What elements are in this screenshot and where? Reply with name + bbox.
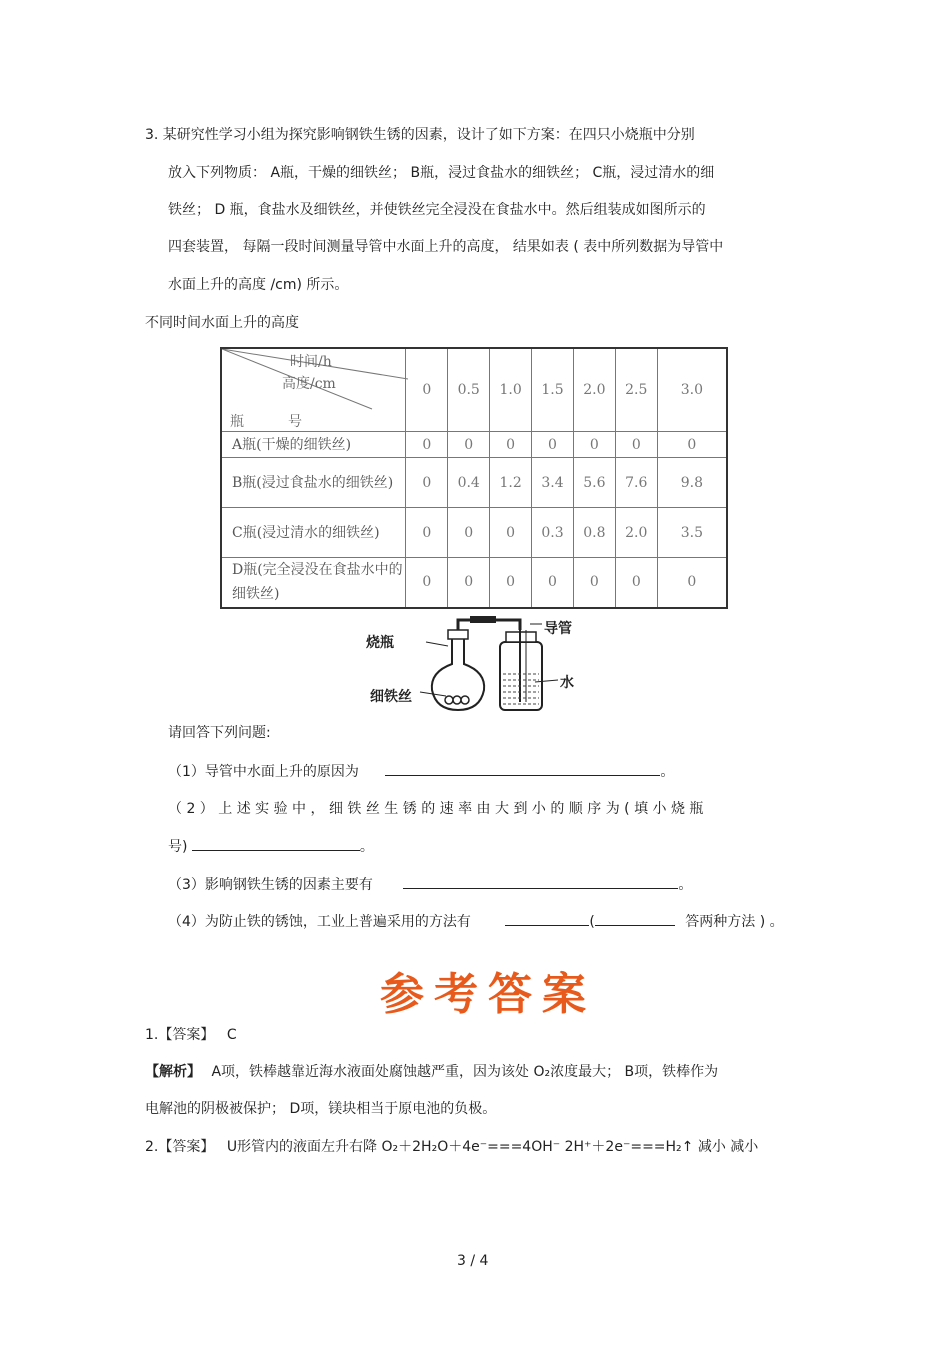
table-corner-header [221,348,406,432]
sub-question-3: （3）影响钢铁生锈的因素主要有 。 [168,874,692,895]
time-header: 2.0 [573,348,615,432]
tube-joint [470,616,496,623]
results-table [220,347,728,609]
analysis-line-1: 【解析】 A项，铁棒越靠近海水液面处腐蚀越严重，因为该处 O₂浓度最大； B项，铁棒作为 [145,1064,719,1080]
header-time: 时间/h [290,354,332,370]
answer-2: 2.【答案】 U形管内的液面左升右降 O₂＋2H₂O＋4e⁻===4OH⁻ 2H⁺＋2e⁻===H₂↑ 减小 减小 [145,1139,759,1155]
sub-question-2-line-2: 号) 。 [168,836,374,857]
tube-label: 导管 [544,621,572,637]
table-cell: 0 [573,432,615,458]
table-cell: 0 [573,558,615,608]
table-cell: 0 [448,508,490,558]
time-header: 0 [406,348,448,432]
table-row [221,558,727,608]
table-cell: 0 [657,558,727,608]
flask-stopper [448,630,468,639]
table-cell: 2.0 [615,508,657,558]
table-row [221,432,727,458]
table-row [221,508,727,558]
table-cell: 0 [615,432,657,458]
table-cell: 0 [532,432,574,458]
question-line-3: 铁丝； D 瓶，食盐水及细铁丝，并使铁丝完全浸没在食盐水中。然后组装成如图所示的 [168,202,706,218]
table-caption: 不同时间水面上升的高度 [145,315,299,331]
sub-question-2-line-1: （ 2 ） 上 述 实 验 中 ， 细 铁 丝 生 锈 的 速 率 由 大 到 小 的 顺 序 为 ( 填 小 烧 瓶 [168,801,704,817]
row-label: C瓶(浸过清水的细铁丝) [221,508,406,558]
time-header: 1.0 [490,348,532,432]
time-header: 0.5 [448,348,490,432]
table-cell: 0 [657,432,727,458]
question-line-5: 水面上升的高度 /cm) 所示。 [168,277,349,293]
table-row [221,458,727,508]
answer-1: 1.【答案】 C [145,1027,237,1043]
table-cell: 9.8 [657,458,727,508]
flask-label: 烧瓶 [366,635,394,651]
table-cell: 0 [490,432,532,458]
wire-label: 细铁丝 [370,689,412,705]
row-label: B瓶(浸过食盐水的细铁丝) [221,458,406,508]
table-cell: 0.8 [573,508,615,558]
table-cell: 0 [490,508,532,558]
answer-blank-1[interactable] [385,761,660,776]
question-line-4: 四套装置， 每隔一段时间测量导管中水面上升的高度， 结果如表 ( 表中所列数据为导管中 [168,239,724,255]
table-cell: 0 [406,558,448,608]
analysis-line-2: 电解池的阴极被保护； D项，镁块相当于原电池的负极。 [145,1101,497,1117]
table-cell: 0 [490,558,532,608]
table-cell: 0 [448,432,490,458]
answer-blank-4a[interactable] [505,911,589,926]
time-header: 2.5 [615,348,657,432]
question-line-2: 放入下列物质： A瓶，干燥的细铁丝； B瓶，浸过食盐水的细铁丝； C瓶，浸过清水的细 [168,165,715,181]
table-cell: 0 [615,558,657,608]
header-bottle-1: 瓶 [230,414,244,430]
sub-question-1: （1）导管中水面上升的原因为 。 [168,761,674,782]
answer-blank-4b[interactable] [595,911,675,926]
answers-title: 参考答案 [380,969,596,1020]
answer-blank-2[interactable] [192,836,360,851]
table-cell: 0 [406,508,448,558]
table-cell: 0 [532,558,574,608]
table-cell: 0 [448,558,490,608]
water-label: 水 [560,675,574,691]
table-cell: 0.4 [448,458,490,508]
table-cell: 0 [406,432,448,458]
time-header: 1.5 [532,348,574,432]
table-cell: 0 [406,458,448,508]
table-cell: 3.4 [532,458,574,508]
table-cell: 1.2 [490,458,532,508]
page-number: 3 / 4 [457,1253,489,1269]
header-bottle-2: 号 [288,414,302,430]
table-cell: 0.3 [532,508,574,558]
row-label: D瓶(完全浸没在食盐水中的细铁丝) [221,558,406,608]
question-line-1: 3. 某研究性学习小组为探究影响钢铁生锈的因素，设计了如下方案：在四只小烧瓶中分别 [145,127,695,143]
header-height: 高度/cm [282,376,336,392]
table-cell: 3.5 [657,508,727,558]
table-cell: 5.6 [573,458,615,508]
sub-question-4: （4）为防止铁的锈蚀，工业上普遍采用的方法有 ( 答两种方法 ) 。 [168,911,784,932]
answer-prompt: 请回答下列问题: [168,725,271,741]
answer-blank-3[interactable] [403,874,678,889]
table-cell: 7.6 [615,458,657,508]
time-header: 3.0 [657,348,727,432]
row-label: A瓶(干燥的细铁丝) [221,432,406,458]
